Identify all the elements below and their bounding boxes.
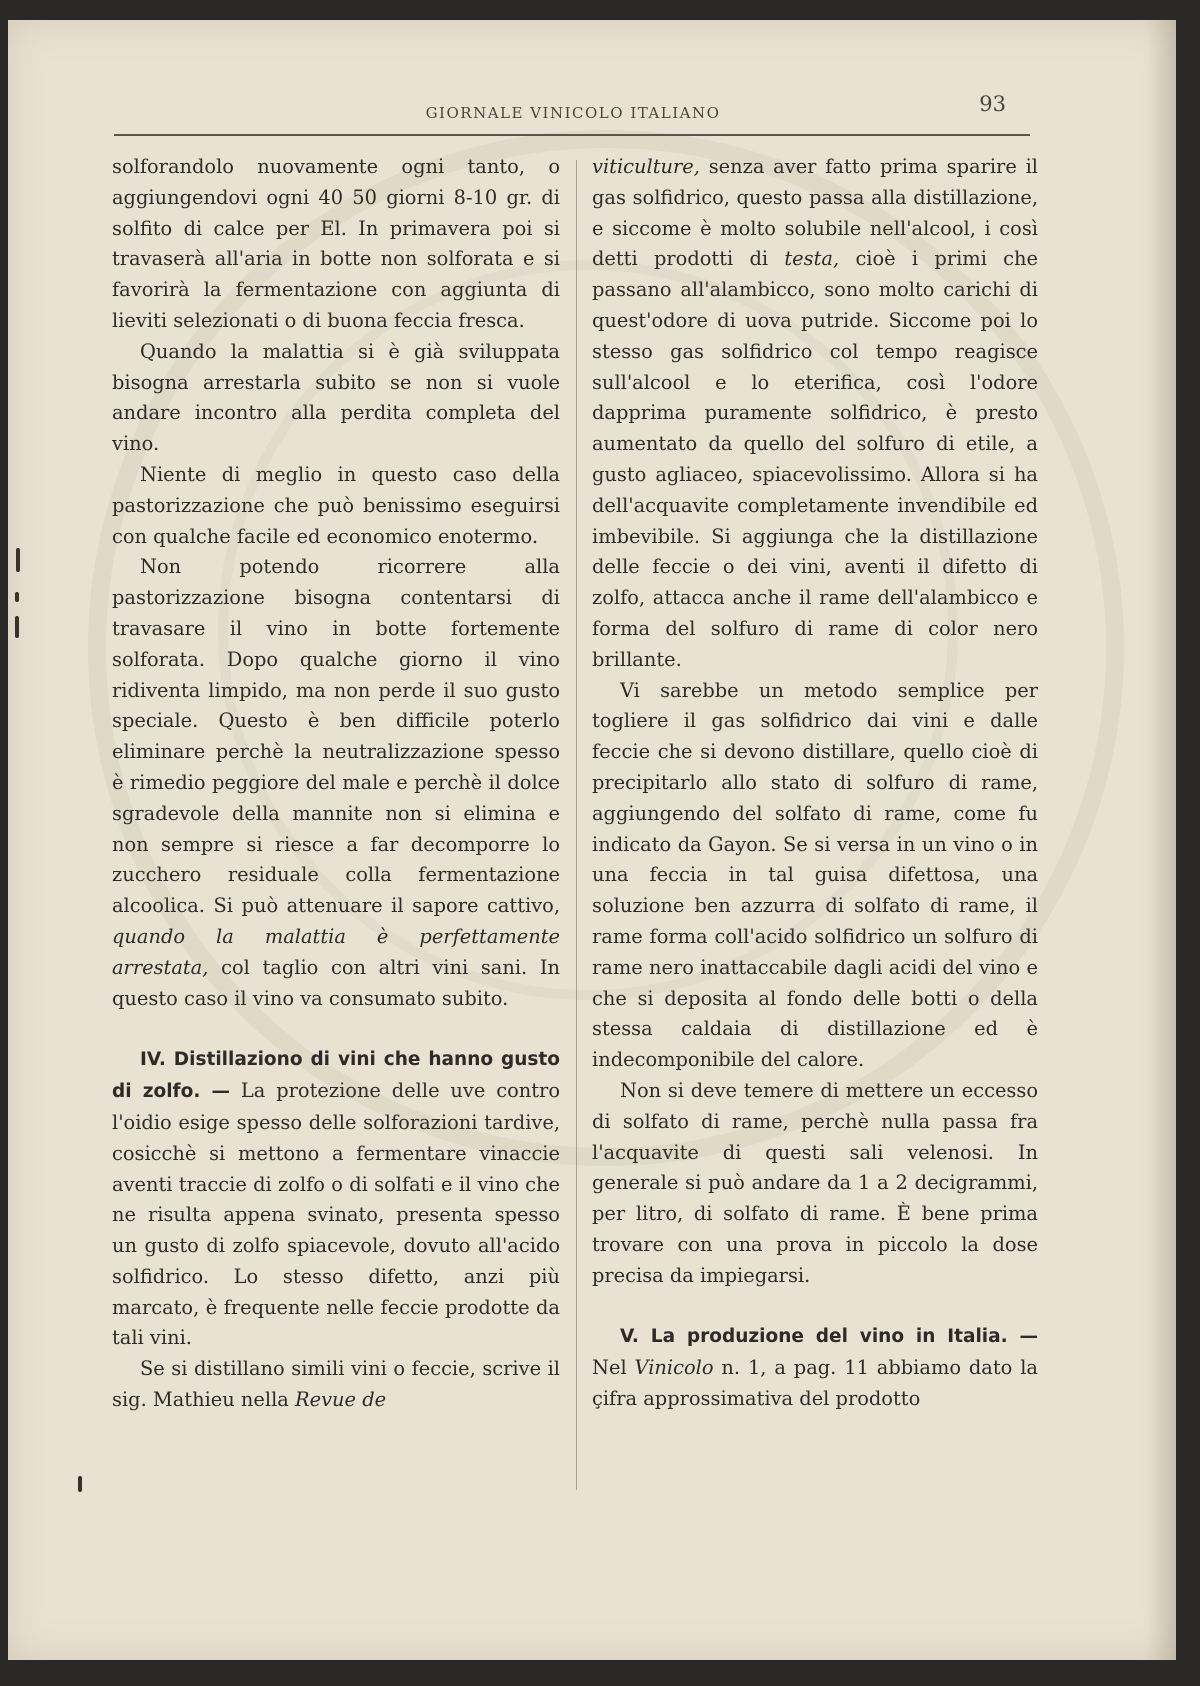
right-column <box>592 152 1038 1415</box>
left-column <box>112 152 560 1416</box>
italic-phrase: quando la malattia è perfettamente arrestata, <box>112 924 560 979</box>
paragraph-text: col taglio con altri vini sani. In questo caso il vino va consumato subito. <box>112 955 561 1010</box>
page-edge-shadow <box>1146 20 1176 1660</box>
section-iv <box>112 1044 560 1354</box>
italic-phrase: testa, <box>784 247 840 271</box>
paragraph-text: Nel <box>592 1356 627 1380</box>
paragraph <box>112 1354 560 1416</box>
margin-pencil-mark <box>15 616 19 638</box>
paragraph-text: n. 1, a pag. 11 abbiamo dato la çifra approssimativa del prodotto <box>592 1356 1038 1411</box>
section-spacer <box>592 1291 1038 1321</box>
page-number: 93 <box>979 92 1006 116</box>
paragraph: Quando la malattia si è già sviluppata bisogna arrestarla subito se non si vuole andare incontro alla perdita completa del vino. <box>112 339 560 456</box>
running-title: GIORNALE VINICOLO ITALIANO <box>425 104 721 122</box>
column-divider <box>576 160 577 1490</box>
italic-phrase: Revue de <box>295 1388 387 1412</box>
section-spacer <box>112 1014 560 1044</box>
italic-phrase: Vinicolo <box>634 1356 714 1380</box>
paragraph-text: Non potendo ricorrere alla pastorizzazione bisogna contentarsi di travasare il vino in botte fortemente solforata. Dopo qualche giorno il vino ridiventa limpido, ma non perde il suo gusto speciale. Questo è ben difficile poterlo eliminare perchè la neutralizzazione spesso è rimedio peggiore del male e perchè il dolce sgradevole della mannite non si elimina e non sempre si riesce a far decomporre lo zucchero residuale colla fermentazione alcoolica. Si può attenuare il sapore cattivo, <box>112 555 560 918</box>
paragraph: Vi sarebbe un metodo semplice per togliere il gas solfidrico dai vini e dalle feccie che si devono distillare, quello cioè di precipitarlo allo stato di solfuro di rame, aggiungendo del solfato di rame, come fu indicato da Gayon. Se si versa in un vino o in una feccia in tal guisa difettosa, una soluzione ben azzurra di solfato di rame, il rame forma coll'acido solfidrico un solfuro di rame nero inattaccabile dagli acidi del vino e che si deposita al fondo delle botti o della stessa caldaia di distillazione ed è indecomponibile del calore. <box>592 678 1038 1072</box>
paragraph <box>112 552 560 1014</box>
section-heading: V. La produzione del vino in Italia. — <box>620 1326 1038 1348</box>
paragraph: Non si deve temere di mettere un eccesso di solfato di rame, perchè nulla passa fra l'acquavite di questi sali velenosi. In generale si può andare da 1 a 2 decigrammi, per litro, di solfato di rame. È bene prima trovare con una prova in piccolo la dose precisa da impiegarsi. <box>592 1078 1038 1287</box>
header-rule <box>114 134 1030 136</box>
paragraph <box>592 152 1038 676</box>
paragraph-text: La protezione delle uve contro l'oidio esige spesso delle solforazioni tardive, cosicchè si mettono a fermentare vinaccie aventi traccie di zolfo o di solfati e il vino che ne risulta appena svinato, presenta spesso un gusto di zolfo spiacevole, dovuto all'acido solfidrico. Lo stesso difetto, anzi più marcato, è frequente nelle feccie prodotte da tali vini. <box>112 1079 560 1350</box>
margin-pencil-mark <box>16 548 20 572</box>
paragraph-text: senza aver fatto prima sparire il gas solfidrico, questo passa alla distillazione, e siccome è molto solubile nell'alcool, i così detti prodotti di <box>592 155 1038 271</box>
paragraph: Niente di meglio in questo caso della pastorizzazione che può benissimo eseguirsi con qualche facile ed economico enotermo. <box>112 462 560 548</box>
section-heading: IV. Distillaziono di vini che hanno gusto di zolfo. — <box>112 1049 560 1103</box>
paragraph: solforandolo nuovamente ogni tanto, o aggiungendovi ogni 40 50 giorni 8-10 gr. di solfito di calce per El. In primavera poi si travaserà all'aria in botte non solforata e si favorirà la fermentazione con aggiunta di lieviti selezionati o di buona feccia fresca. <box>112 155 560 332</box>
italic-phrase: viticulture, <box>592 155 700 178</box>
paragraph-text: cioè i primi che passano all'alambicco, sono molto carichi di quest'odore di uova putride. Siccome poi lo stesso gas solfidrico col tempo reagisce sull'alcool e lo eterifica, così l'odore dapprima puramente solfidrico, è presto aumentato da quello del solfuro di etile, a gusto agliaceo, spiacevolissimo. Allora si ha dell'acquavite completamente invendibile ed imbevibile. Si aggiunga che la distillazione delle feccie o dei vini, aventi il difetto di zolfo, attacca anche il rame dell'alambicco e forma del solfuro di rame di color nero brillante. <box>592 247 1038 671</box>
page-header <box>108 82 1038 132</box>
paragraph-text: Se si distillano simili vini o feccie, scrive il sig. Mathieu nella <box>112 1357 560 1412</box>
margin-pencil-mark <box>78 1476 82 1492</box>
section-v <box>592 1321 1038 1414</box>
margin-pencil-mark <box>15 592 19 602</box>
